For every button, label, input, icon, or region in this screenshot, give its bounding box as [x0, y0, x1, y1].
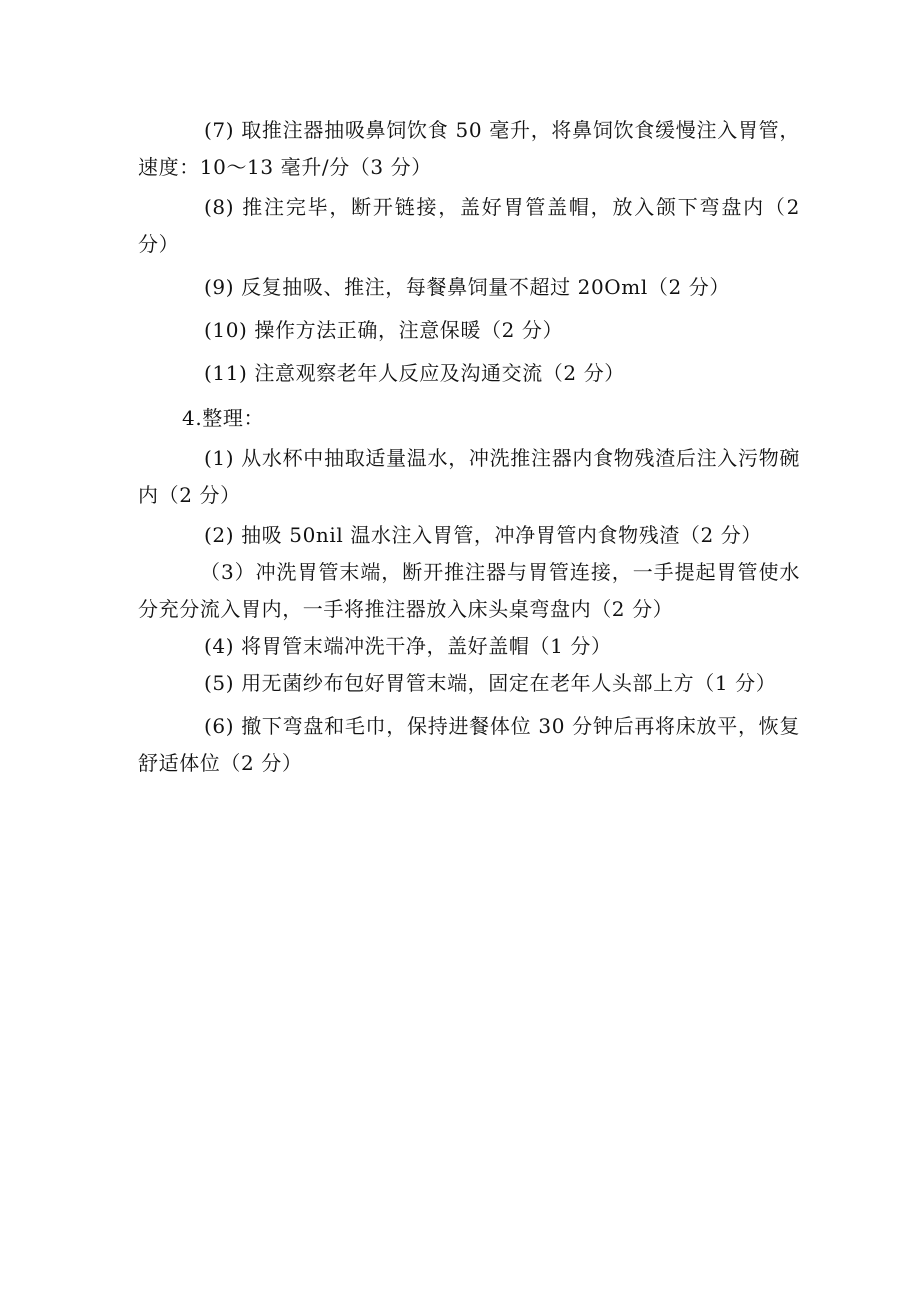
cleanup-step-5: (5) 用无菌纱布包好胃管末端，固定在老年人头部上方（1 分） — [204, 671, 777, 695]
step-8: (8) 推注完毕，断开链接，盖好胃管盖帽，放入颌下弯盘内（2 分） — [138, 195, 800, 256]
cleanup-step-1: (1) 从水杯中抽取适量温水，冲洗推注器内食物残渣后注入污物碗内（2 分） — [138, 446, 800, 507]
section-heading-cleanup: 4.整理： — [182, 406, 265, 430]
cleanup-step-2: (2) 抽吸 50nil 温水注入胃管，冲净胃管内食物残渣（2 分） — [204, 523, 763, 547]
cleanup-step-4: (4) 将胃管末端冲洗干净，盖好盖帽（1 分） — [204, 634, 612, 658]
cleanup-step-6: (6) 撤下弯盘和毛巾，保持进餐体位 30 分钟后再将床放平，恢复舒适体位（2 分） — [138, 714, 800, 775]
step-7: (7) 取推注器抽吸鼻饲饮食 50 毫升，将鼻饲饮食缓慢注入胃管，速度：10～13 毫升/分（3 分） — [138, 118, 800, 179]
cleanup-step-3: （3）冲洗胃管末端，断开推注器与胃管连接，一手提起胃管使水分充分流入胃内，一手将推注器放入床头桌弯盘内（2 分） — [138, 560, 800, 621]
step-9: (9) 反复抽吸、推注，每餐鼻饲量不超过 20Oml（2 分） — [204, 275, 730, 299]
step-11: (11) 注意观察老年人反应及沟通交流（2 分） — [204, 361, 625, 385]
step-10: (10) 操作方法正确，注意保暖（2 分） — [204, 318, 564, 342]
document-body — [138, 112, 800, 782]
